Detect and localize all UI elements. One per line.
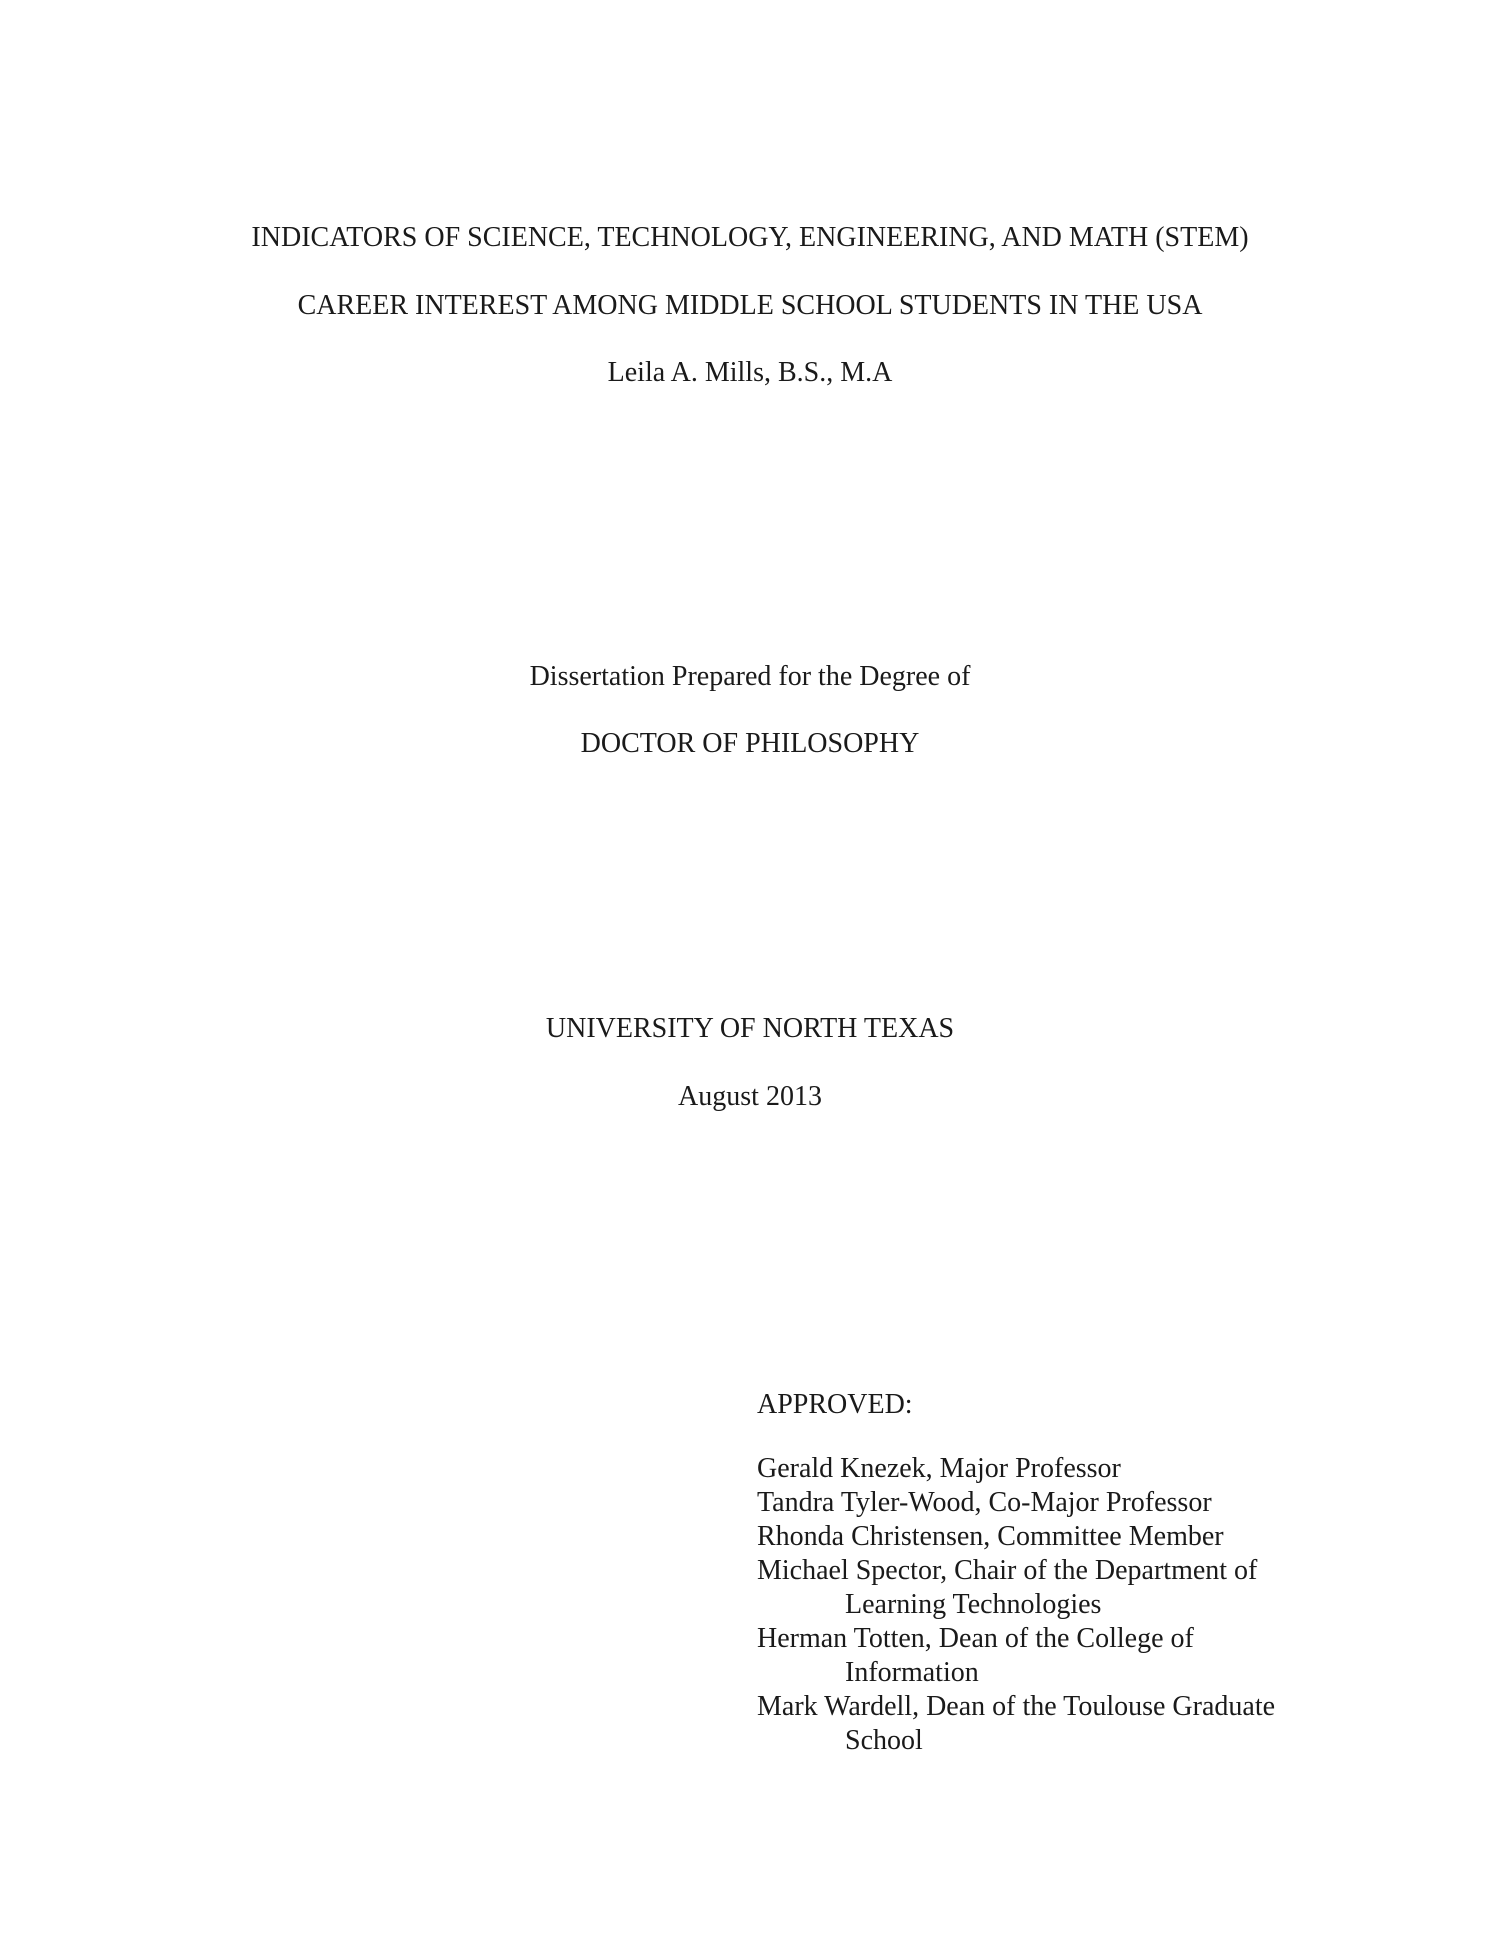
- university-name: UNIVERSITY OF NORTH TEXAS: [545, 1013, 955, 1044]
- member-line: Rhonda Christensen, Committee Member: [757, 1521, 1224, 1552]
- committee-member: [757, 1452, 1275, 1486]
- committee-list: [757, 1452, 1275, 1758]
- member-line: Mark Wardell, Dean of the Toulouse Graduate: [757, 1691, 1276, 1722]
- degree-name: DOCTOR OF PHILOSOPHY: [580, 728, 920, 759]
- committee-member: [757, 1690, 1275, 1758]
- title-line-2: CAREER INTEREST AMONG MIDDLE SCHOOL STUDENTS IN THE USA: [297, 290, 1203, 321]
- member-line: Gerald Knezek, Major Professor: [757, 1453, 1121, 1484]
- committee-member: [757, 1622, 1275, 1690]
- member-line: Michael Spector, Chair of the Department of: [757, 1555, 1258, 1586]
- committee-member: [757, 1486, 1275, 1520]
- committee-member: [757, 1554, 1275, 1622]
- member-line-continued: School: [845, 1725, 923, 1756]
- member-line-continued: Information: [845, 1657, 979, 1688]
- submission-date: August 2013: [678, 1081, 822, 1112]
- title-line-1: INDICATORS OF SCIENCE, TECHNOLOGY, ENGINEERING, AND MATH (STEM): [251, 222, 1249, 253]
- member-line: Herman Totten, Dean of the College of: [757, 1623, 1194, 1654]
- member-line-continued: Learning Technologies: [845, 1589, 1102, 1620]
- member-line: Tandra Tyler-Wood, Co-Major Professor: [757, 1487, 1212, 1518]
- author-name: Leila A. Mills, B.S., M.A: [607, 357, 893, 388]
- committee-member: [757, 1520, 1275, 1554]
- approval-block: [757, 1388, 1275, 1758]
- approved-heading: APPROVED:: [757, 1389, 913, 1420]
- prepared-for-text: Dissertation Prepared for the Degree of: [529, 661, 971, 692]
